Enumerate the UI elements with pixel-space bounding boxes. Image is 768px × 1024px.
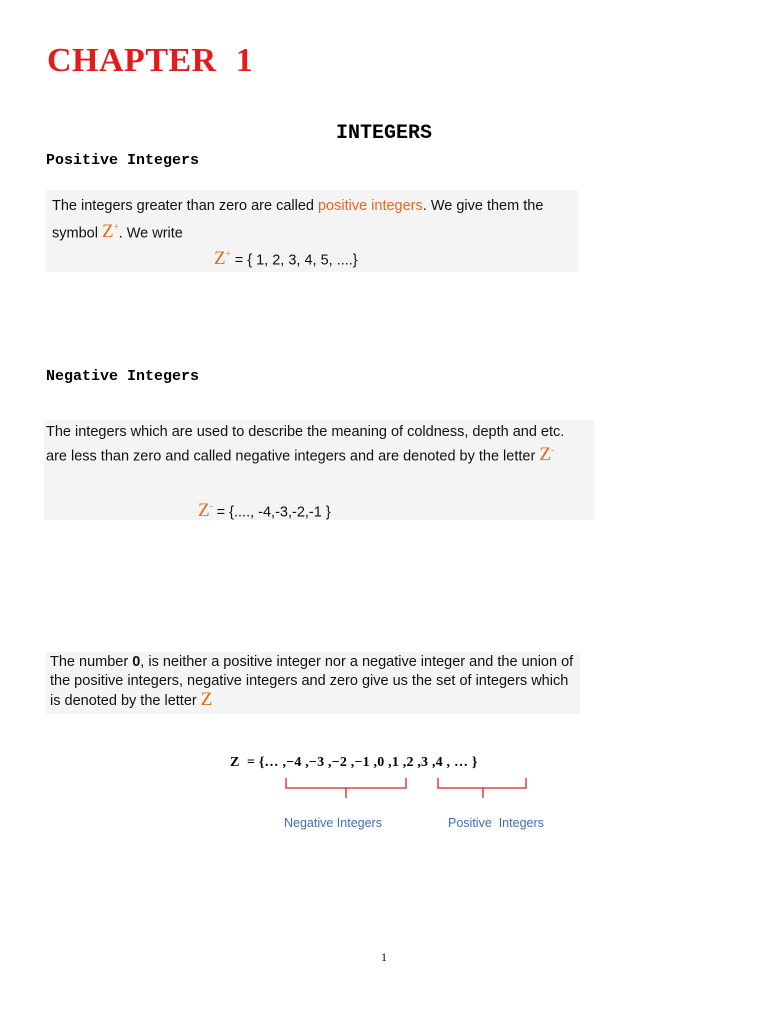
negative-integers-label: Negative Integers: [284, 816, 382, 830]
positive-integers-term: positive integers: [317, 198, 423, 214]
zero-explanation-box: [46, 652, 580, 714]
zero-line2: the positive integers, negative integers and zero give us the set of integers which: [50, 673, 569, 689]
negative-set-equation: Z- = {...., -4,-3,-2,-1 }: [198, 500, 331, 522]
positive-integers-label: Positive Integers: [448, 816, 544, 830]
negative-definition-line2: are less than zero and called negative integers and are denoted by the letter Z-: [46, 444, 554, 466]
z-minus-symbol: Z-: [539, 444, 554, 466]
page-number: 1: [381, 950, 387, 964]
chapter-heading: CHAPTER 1: [47, 42, 254, 79]
negative-integers-heading: Negative Integers: [46, 368, 200, 385]
negative-definition-line1: The integers which are used to describe the meaning of coldness, depth and etc.: [46, 424, 565, 440]
positive-brace: [438, 778, 526, 798]
page-title: INTEGERS: [335, 122, 432, 145]
positive-definition-line2: symbol Z+. We write: [52, 221, 183, 243]
negative-integers-box: [44, 420, 594, 520]
z-plus-symbol: Z+: [101, 221, 119, 243]
z-plus-set-symbol: Z+: [214, 248, 231, 270]
braces-diagram: [0, 774, 768, 804]
positive-integers-heading: Positive Integers: [46, 152, 200, 169]
integer-set-equation: Z = {… ,−4 ,−3 ,−2 ,−1 ,0 ,1 ,2 ,3 ,4 , … }: [230, 755, 478, 770]
zero-line1: The number 0, is neither a positive integer nor a negative integer and the union of: [50, 654, 574, 670]
zero-line3: is denoted by the letter Z: [50, 689, 213, 710]
negative-brace: [286, 778, 406, 798]
z-minus-set-symbol: Z-: [198, 500, 213, 522]
positive-definition-line1: The integers greater than zero are called positive integers. We give them the: [52, 198, 544, 214]
z-symbol: Z: [200, 689, 213, 710]
positive-integers-box: [46, 190, 578, 272]
positive-set-equation: Z+ = { 1, 2, 3, 4, 5, ....}: [214, 248, 358, 270]
